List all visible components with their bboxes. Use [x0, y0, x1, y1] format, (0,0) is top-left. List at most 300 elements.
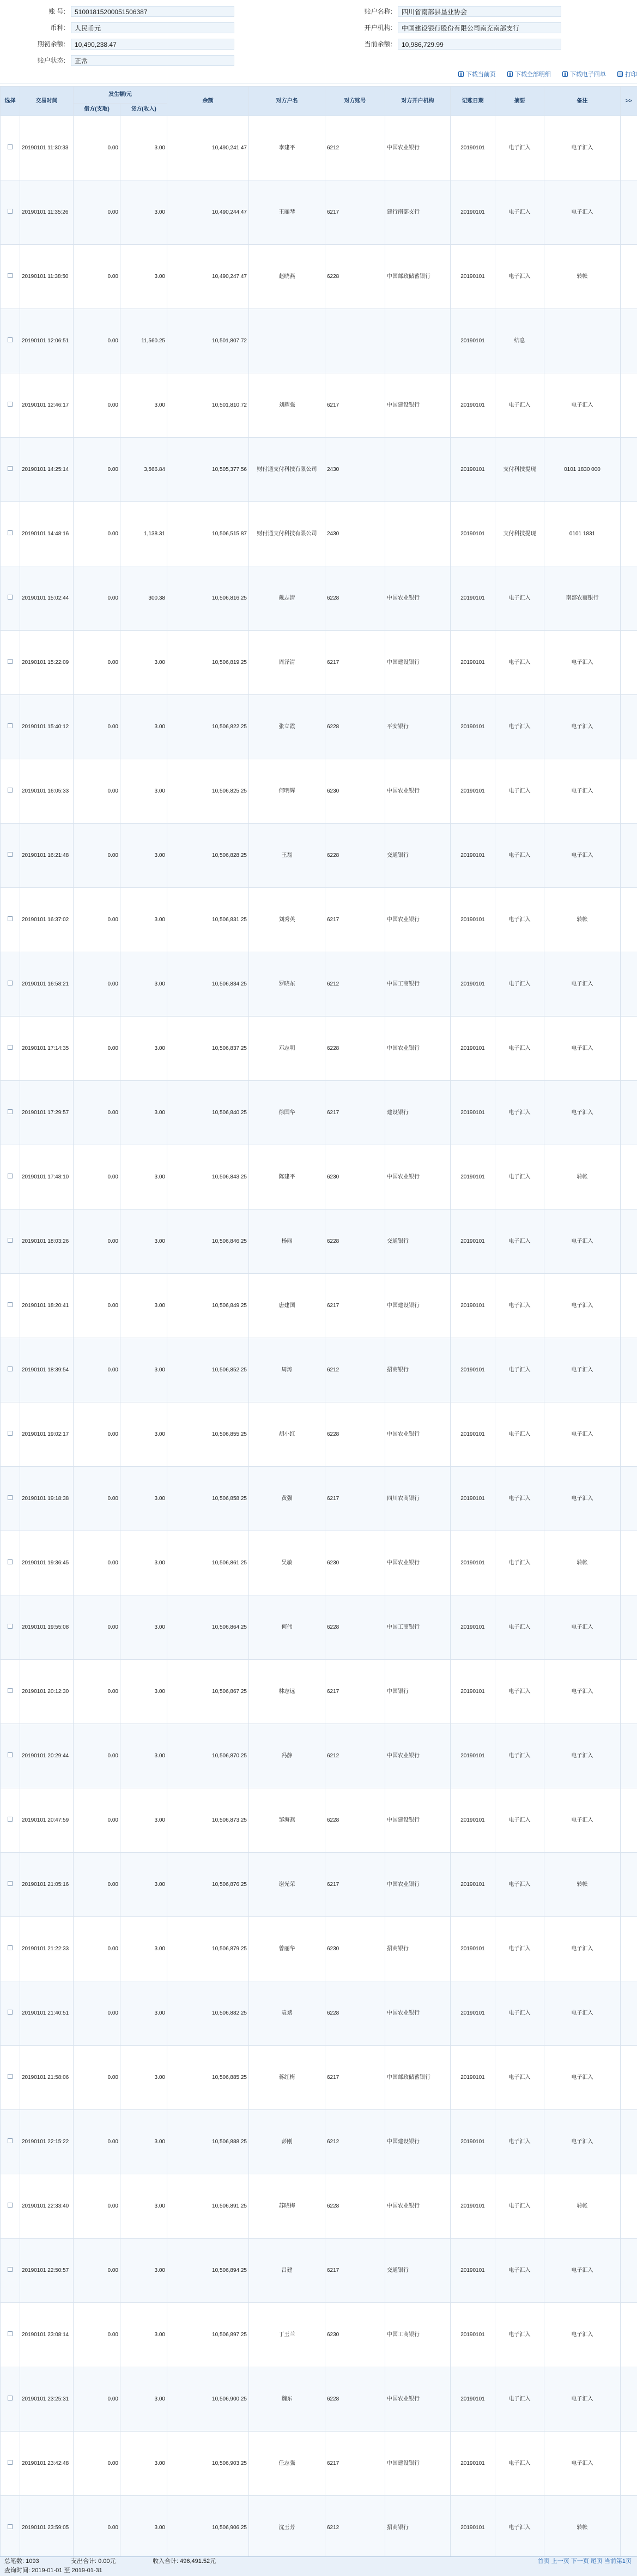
table-row[interactable] [1, 2239, 637, 2303]
row-checkbox[interactable] [1, 1595, 20, 1660]
cell-spacer [621, 2174, 637, 2239]
table-row[interactable] [1, 2174, 637, 2239]
download-receipt-link[interactable]: 下载电子回单 [562, 69, 606, 81]
cell-party-name: 沈玉芳 [249, 2496, 325, 2560]
table-row[interactable] [1, 2367, 637, 2432]
cell-summary: 电子汇入 [495, 1467, 544, 1531]
cell-party-bank: 中国工商银行 [385, 1595, 451, 1660]
cell-party-name: 吴敏 [249, 1531, 325, 1595]
cell-credit: 3.00 [120, 695, 167, 759]
table-row[interactable] [1, 309, 637, 373]
row-checkbox[interactable] [1, 1017, 20, 1081]
cell-party-acct: 6228 [325, 1595, 385, 1660]
cell-spacer [621, 952, 637, 1017]
cell-party-acct: 6228 [325, 1981, 385, 2046]
cell-balance: 10,506,873.25 [167, 1788, 249, 1853]
cell-party-name: 陈建平 [249, 1145, 325, 1210]
cell-party-bank: 中国建设银行 [385, 2432, 451, 2496]
row-checkbox-box[interactable] [8, 1495, 13, 1500]
cell-time: 20190101 11:35:26 [20, 180, 74, 245]
table-row[interactable] [1, 2110, 637, 2174]
row-checkbox[interactable] [1, 2496, 20, 2560]
row-checkbox-box[interactable] [8, 1238, 13, 1243]
cell-post-date: 20190101 [451, 824, 495, 888]
cell-time: 20190101 11:30:33 [20, 116, 74, 180]
cell-party-bank: 招商银行 [385, 1917, 451, 1981]
cell-party-bank: 中国农业银行 [385, 2174, 451, 2239]
cell-spacer [621, 116, 637, 180]
cell-time: 20190101 14:25:14 [20, 438, 74, 502]
cell-debit: 0.00 [74, 1145, 120, 1210]
cell-party-bank: 招商银行 [385, 1338, 451, 1402]
cell-party-acct: 6217 [325, 180, 385, 245]
cell-party-acct [325, 309, 385, 373]
cell-spacer [621, 1788, 637, 1853]
col-debit[interactable]: 借方(支取) [74, 104, 120, 116]
download-all-link[interactable]: 下载全部明细 [507, 69, 551, 81]
cell-post-date: 20190101 [451, 1917, 495, 1981]
row-checkbox[interactable] [1, 1274, 20, 1338]
cell-post-date: 20190101 [451, 1595, 495, 1660]
cell-party-name: 袁斌 [249, 1981, 325, 2046]
cell-party-acct: 6230 [325, 759, 385, 824]
cell-party-acct: 6212 [325, 1338, 385, 1402]
row-checkbox[interactable] [1, 1724, 20, 1788]
cell-party-bank [385, 438, 451, 502]
cell-debit: 0.00 [74, 1724, 120, 1788]
transactions-table [0, 86, 637, 2560]
cell-party-bank: 中国农业银行 [385, 1853, 451, 1917]
cell-party-name: 周泽清 [249, 631, 325, 695]
top-toolbar [354, 69, 637, 81]
row-checkbox[interactable] [1, 373, 20, 438]
table-row[interactable] [1, 1788, 637, 1853]
cell-remark: 电子汇入 [544, 373, 621, 438]
table-row[interactable] [1, 116, 637, 180]
table-row[interactable] [1, 1338, 637, 1402]
table-row[interactable] [1, 373, 637, 438]
cell-credit: 3.00 [120, 245, 167, 309]
cell-party-bank: 中国建设银行 [385, 373, 451, 438]
row-checkbox[interactable] [1, 1917, 20, 1981]
cell-time: 20190101 22:15:22 [20, 2110, 74, 2174]
cell-party-name: 曾丽华 [249, 1917, 325, 1981]
row-checkbox-box[interactable] [8, 659, 13, 664]
table-row[interactable] [1, 1210, 637, 1274]
table-row[interactable] [1, 1595, 637, 1660]
cell-party-bank: 中国建设银行 [385, 631, 451, 695]
cell-time: 20190101 23:42:48 [20, 2432, 74, 2496]
cell-summary: 电子汇入 [495, 1724, 544, 1788]
cell-debit: 0.00 [74, 116, 120, 180]
row-checkbox-box[interactable] [8, 337, 13, 342]
row-checkbox-box[interactable] [8, 1752, 13, 1757]
table-row[interactable] [1, 2303, 637, 2367]
col-balance[interactable]: 余额 [167, 87, 249, 116]
cell-post-date: 20190101 [451, 2496, 495, 2560]
cell-party-bank: 中国工商银行 [385, 2303, 451, 2367]
cell-post-date: 20190101 [451, 1210, 495, 1274]
cell-summary: 电子汇入 [495, 2174, 544, 2239]
cell-summary: 电子汇入 [495, 1981, 544, 2046]
row-checkbox-box[interactable] [8, 2460, 13, 2465]
cell-debit: 0.00 [74, 1917, 120, 1981]
row-checkbox[interactable] [1, 309, 20, 373]
cell-summary: 电子汇入 [495, 2046, 544, 2110]
row-checkbox-box[interactable] [8, 1302, 13, 1307]
table-row[interactable] [1, 2432, 637, 2496]
row-checkbox-box[interactable] [8, 1431, 13, 1436]
cell-post-date: 20190101 [451, 2174, 495, 2239]
acct-name-label: 账户名称: [327, 3, 392, 20]
row-checkbox[interactable] [1, 438, 20, 502]
cell-party-bank: 中国建设银行 [385, 1788, 451, 1853]
download-page-link[interactable]: 下载当前页 [458, 69, 496, 81]
table-row[interactable] [1, 180, 637, 245]
row-checkbox-box[interactable] [8, 1045, 13, 1050]
cell-party-acct: 6212 [325, 2110, 385, 2174]
row-checkbox[interactable] [1, 502, 20, 566]
cell-summary: 电子汇入 [495, 1595, 544, 1660]
cell-party-acct: 6228 [325, 1017, 385, 1081]
col-post-date[interactable]: 记账日期 [451, 87, 495, 116]
cell-party-name: 财付通支付科技有限公司 [249, 502, 325, 566]
table-row[interactable] [1, 2496, 637, 2560]
cell-balance: 10,506,867.25 [167, 1660, 249, 1724]
cell-party-acct: 6217 [325, 1660, 385, 1724]
cell-credit: 3.00 [120, 1917, 167, 1981]
cell-time: 20190101 23:25:31 [20, 2367, 74, 2432]
row-checkbox[interactable] [1, 1467, 20, 1531]
cell-time: 20190101 12:46:17 [20, 373, 74, 438]
row-checkbox-box[interactable] [8, 1945, 13, 1950]
table-row[interactable] [1, 566, 637, 631]
cell-party-acct: 6230 [325, 1145, 385, 1210]
row-checkbox[interactable] [1, 759, 20, 824]
row-checkbox-box[interactable] [8, 2524, 13, 2529]
cell-party-name: 王丽琴 [249, 180, 325, 245]
row-checkbox[interactable] [1, 1981, 20, 2046]
row-checkbox-box[interactable] [8, 852, 13, 857]
table-row[interactable] [1, 824, 637, 888]
cell-credit: 3.00 [120, 1724, 167, 1788]
cell-post-date: 20190101 [451, 888, 495, 952]
more-columns-button[interactable]: >> [621, 87, 637, 116]
cell-credit: 3.00 [120, 180, 167, 245]
table-row[interactable] [1, 1145, 637, 1210]
cell-post-date: 20190101 [451, 1467, 495, 1531]
row-checkbox-box[interactable] [8, 402, 13, 407]
cell-remark: 电子汇入 [544, 824, 621, 888]
cell-spacer [621, 566, 637, 631]
table-row[interactable] [1, 1531, 637, 1595]
cell-party-name: 李建平 [249, 116, 325, 180]
col-party-name[interactable]: 对方户名 [249, 87, 325, 116]
cell-balance: 10,506,819.25 [167, 631, 249, 695]
cell-credit: 3.00 [120, 1338, 167, 1402]
cell-party-acct: 6212 [325, 952, 385, 1017]
cell-credit: 3.00 [120, 1788, 167, 1853]
cell-remark: 电子汇入 [544, 1402, 621, 1467]
cell-party-name: 赵晓燕 [249, 245, 325, 309]
cell-balance: 10,506,840.25 [167, 1081, 249, 1145]
cell-credit: 3.00 [120, 1402, 167, 1467]
cell-credit: 300.38 [120, 566, 167, 631]
table-row[interactable] [1, 1402, 637, 1467]
table-row[interactable] [1, 1274, 637, 1338]
cell-party-name: 苏晓梅 [249, 2174, 325, 2239]
cell-credit: 3,566.84 [120, 438, 167, 502]
row-checkbox-box[interactable] [8, 1559, 13, 1564]
cell-time: 20190101 12:06:51 [20, 309, 74, 373]
row-checkbox[interactable] [1, 1338, 20, 1402]
cell-post-date: 20190101 [451, 1402, 495, 1467]
row-checkbox[interactable] [1, 824, 20, 888]
pagination[interactable]: 首页 上一页 下一页 尾页 当前第1页 [538, 2557, 632, 2566]
row-checkbox-box[interactable] [8, 1109, 13, 1114]
row-checkbox-box[interactable] [8, 144, 13, 149]
cell-balance: 10,501,807.72 [167, 309, 249, 373]
row-checkbox[interactable] [1, 2239, 20, 2303]
row-checkbox[interactable] [1, 2110, 20, 2174]
col-summary[interactable]: 摘要 [495, 87, 544, 116]
row-checkbox[interactable] [1, 116, 20, 180]
row-checkbox-box[interactable] [8, 916, 13, 921]
cell-party-name: 吕建 [249, 2239, 325, 2303]
table-row[interactable] [1, 1724, 637, 1788]
col-remark[interactable]: 备注 [544, 87, 621, 116]
row-checkbox[interactable] [1, 2367, 20, 2432]
table-row[interactable] [1, 1917, 637, 1981]
row-checkbox-box[interactable] [8, 1624, 13, 1629]
cell-summary: 电子汇入 [495, 1917, 544, 1981]
row-checkbox[interactable] [1, 631, 20, 695]
cell-balance: 10,506,864.25 [167, 1595, 249, 1660]
cell-time: 20190101 21:05:16 [20, 1853, 74, 1917]
row-checkbox-box[interactable] [8, 2203, 13, 2208]
cell-time: 20190101 21:58:06 [20, 2046, 74, 2110]
cell-spacer [621, 1402, 637, 1467]
row-checkbox[interactable] [1, 2046, 20, 2110]
row-checkbox-box[interactable] [8, 723, 13, 728]
table-body [1, 116, 637, 2560]
cell-credit: 3.00 [120, 2174, 167, 2239]
cell-debit: 0.00 [74, 2303, 120, 2367]
cell-summary: 电子汇入 [495, 1145, 544, 1210]
row-checkbox[interactable] [1, 1210, 20, 1274]
cell-credit: 3.00 [120, 1531, 167, 1595]
cell-spacer [621, 2432, 637, 2496]
download-icon [507, 71, 513, 77]
cell-debit: 0.00 [74, 2496, 120, 2560]
table-row[interactable] [1, 1467, 637, 1531]
cell-debit: 0.00 [74, 888, 120, 952]
cell-time: 20190101 16:37:02 [20, 888, 74, 952]
row-checkbox-box[interactable] [8, 209, 13, 214]
cell-spacer [621, 1595, 637, 1660]
cell-debit: 0.00 [74, 1531, 120, 1595]
row-checkbox-box[interactable] [8, 530, 13, 535]
cell-spacer [621, 1981, 637, 2046]
cell-party-name: 何伟 [249, 1595, 325, 1660]
row-checkbox[interactable] [1, 245, 20, 309]
table-row[interactable] [1, 952, 637, 1017]
row-checkbox[interactable] [1, 1531, 20, 1595]
row-checkbox-box[interactable] [8, 595, 13, 600]
table-row[interactable] [1, 1660, 637, 1724]
row-checkbox[interactable] [1, 1145, 20, 1210]
cell-time: 20190101 22:50:57 [20, 2239, 74, 2303]
cell-credit: 3.00 [120, 1210, 167, 1274]
row-checkbox-box[interactable] [8, 2138, 13, 2143]
cell-post-date: 20190101 [451, 2110, 495, 2174]
cell-post-date: 20190101 [451, 1531, 495, 1595]
cell-party-bank: 中国农业银行 [385, 116, 451, 180]
print-link[interactable]: 打印 [617, 69, 637, 81]
table-row[interactable] [1, 759, 637, 824]
download-icon [562, 71, 568, 77]
cell-credit: 1,138.31 [120, 502, 167, 566]
table-row[interactable] [1, 1853, 637, 1917]
cell-debit: 0.00 [74, 1210, 120, 1274]
cell-party-acct: 6230 [325, 1917, 385, 1981]
summary-bar [0, 2556, 637, 2576]
row-checkbox-box[interactable] [8, 273, 13, 278]
cell-credit: 3.00 [120, 1081, 167, 1145]
cell-debit: 0.00 [74, 1338, 120, 1402]
cell-remark [544, 309, 621, 373]
cell-summary: 电子汇入 [495, 1081, 544, 1145]
row-checkbox-box[interactable] [8, 981, 13, 985]
table-row[interactable] [1, 1017, 637, 1081]
cell-time: 20190101 17:14:35 [20, 1017, 74, 1081]
row-checkbox[interactable] [1, 2174, 20, 2239]
col-credit[interactable]: 贷方(收入) [120, 104, 167, 116]
cell-remark: 电子汇入 [544, 2432, 621, 2496]
row-checkbox[interactable] [1, 180, 20, 245]
row-checkbox[interactable] [1, 952, 20, 1017]
cell-credit: 3.00 [120, 1595, 167, 1660]
col-party-acct[interactable]: 对方账号 [325, 87, 385, 116]
row-checkbox[interactable] [1, 1402, 20, 1467]
currency-label: 币种: [0, 20, 65, 36]
row-checkbox[interactable] [1, 1853, 20, 1917]
table-row[interactable] [1, 1081, 637, 1145]
cell-credit: 3.00 [120, 2303, 167, 2367]
row-checkbox[interactable] [1, 2303, 20, 2367]
status-label: 账户状态: [0, 52, 65, 69]
cell-remark: 电子汇入 [544, 1081, 621, 1145]
cell-spacer [621, 824, 637, 888]
cell-party-name: 魏东 [249, 2367, 325, 2432]
table-row[interactable] [1, 502, 637, 566]
cell-time: 20190101 15:02:44 [20, 566, 74, 631]
cell-debit: 0.00 [74, 1788, 120, 1853]
row-checkbox-box[interactable] [8, 788, 13, 793]
cell-post-date: 20190101 [451, 1660, 495, 1724]
cell-remark: 电子汇入 [544, 1210, 621, 1274]
row-checkbox[interactable] [1, 1081, 20, 1145]
cell-credit: 3.00 [120, 1274, 167, 1338]
cell-party-bank: 中国建设银行 [385, 2110, 451, 2174]
cell-summary: 电子汇入 [495, 631, 544, 695]
row-checkbox-box[interactable] [8, 1817, 13, 1822]
row-checkbox[interactable] [1, 888, 20, 952]
cell-party-acct: 6228 [325, 824, 385, 888]
row-checkbox-box[interactable] [8, 2331, 13, 2336]
cell-party-acct: 6217 [325, 1081, 385, 1145]
cell-party-bank: 中国农业银行 [385, 759, 451, 824]
cell-credit: 3.00 [120, 2496, 167, 2560]
table-row[interactable] [1, 695, 637, 759]
cell-post-date: 20190101 [451, 180, 495, 245]
cell-time: 20190101 16:21:48 [20, 824, 74, 888]
cell-remark: 转帐 [544, 1531, 621, 1595]
cell-time: 20190101 14:48:16 [20, 502, 74, 566]
col-party-bank[interactable]: 对方开户机构 [385, 87, 451, 116]
cell-spacer [621, 2110, 637, 2174]
cell-balance: 10,506,894.25 [167, 2239, 249, 2303]
table-row[interactable] [1, 1981, 637, 2046]
print-icon [617, 71, 623, 77]
table-row[interactable] [1, 245, 637, 309]
cell-balance: 10,506,906.25 [167, 2496, 249, 2560]
cell-party-acct: 6228 [325, 2367, 385, 2432]
cell-remark: 电子汇入 [544, 1981, 621, 2046]
row-checkbox-box[interactable] [8, 1688, 13, 1693]
cell-post-date: 20190101 [451, 952, 495, 1017]
cell-spacer [621, 180, 637, 245]
row-checkbox-box[interactable] [8, 466, 13, 471]
cell-party-acct: 6217 [325, 1467, 385, 1531]
row-checkbox[interactable] [1, 1788, 20, 1853]
row-checkbox-box[interactable] [8, 1366, 13, 1371]
row-checkbox-box[interactable] [8, 2267, 13, 2272]
col-time[interactable]: 交易时间 [20, 87, 74, 116]
row-checkbox-box[interactable] [8, 1174, 13, 1178]
row-checkbox[interactable] [1, 566, 20, 631]
cell-remark: 电子汇入 [544, 1917, 621, 1981]
table-header [1, 87, 637, 104]
cell-party-acct: 6228 [325, 2174, 385, 2239]
row-checkbox-box[interactable] [8, 2074, 13, 2079]
bank-value: 中国建设银行股份有限公司南充南部支行 [398, 22, 561, 33]
cell-party-bank: 中国建设银行 [385, 1274, 451, 1338]
row-checkbox-box[interactable] [8, 2010, 13, 2015]
table-row[interactable] [1, 631, 637, 695]
cell-party-name: 蒋红梅 [249, 2046, 325, 2110]
cell-credit: 3.00 [120, 631, 167, 695]
row-checkbox[interactable] [1, 1660, 20, 1724]
table-row[interactable] [1, 438, 637, 502]
cell-credit: 3.00 [120, 116, 167, 180]
cell-party-bank [385, 309, 451, 373]
cell-post-date: 20190101 [451, 1853, 495, 1917]
cell-time: 20190101 18:39:54 [20, 1338, 74, 1402]
cell-party-acct: 6228 [325, 695, 385, 759]
cell-debit: 0.00 [74, 1981, 120, 2046]
row-checkbox[interactable] [1, 695, 20, 759]
cell-time: 20190101 19:18:38 [20, 1467, 74, 1531]
row-checkbox-box[interactable] [8, 1881, 13, 1886]
cell-party-name: 财付通支付科技有限公司 [249, 438, 325, 502]
row-checkbox[interactable] [1, 2432, 20, 2496]
row-checkbox-box[interactable] [8, 2396, 13, 2400]
table-row[interactable] [1, 2046, 637, 2110]
cell-balance: 10,506,861.25 [167, 1531, 249, 1595]
table-row[interactable] [1, 888, 637, 952]
cell-party-acct: 2430 [325, 502, 385, 566]
